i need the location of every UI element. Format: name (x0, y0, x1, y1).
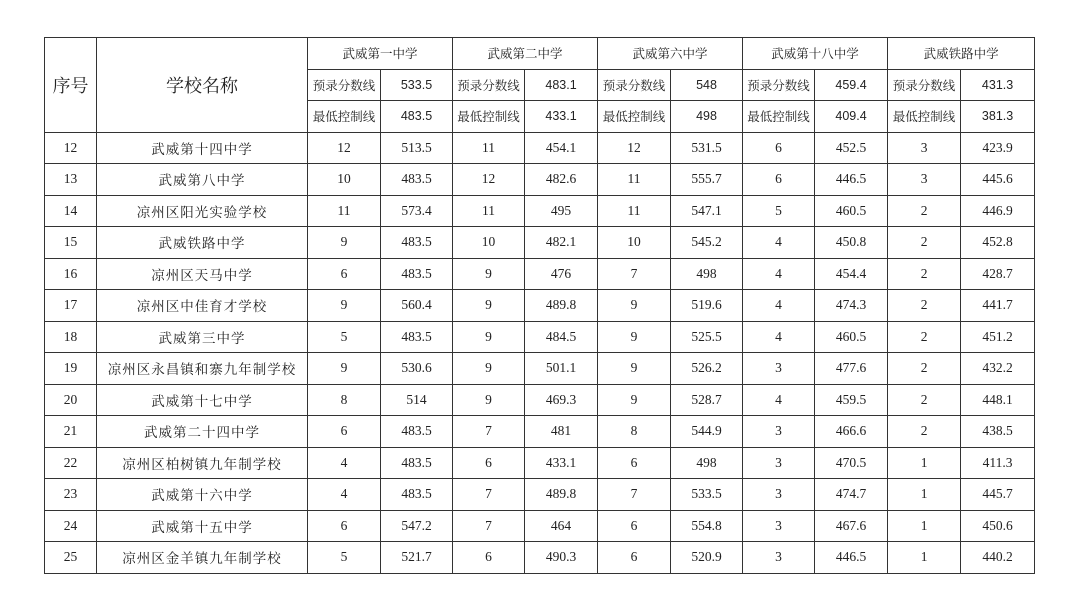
school-name-cell: 凉州区阳光实验学校 (97, 195, 308, 227)
score-cell: 489.8 (525, 479, 598, 511)
quota-count-cell: 9 (598, 321, 671, 353)
quota-count-cell: 4 (743, 384, 815, 416)
quota-count-cell: 6 (598, 447, 671, 479)
school-name-cell: 凉州区柏树镇九年制学校 (97, 447, 308, 479)
table-header (45, 38, 1035, 133)
score-cell: 452.8 (961, 227, 1035, 259)
score-cell: 470.5 (815, 447, 888, 479)
quota-count-cell: 9 (598, 353, 671, 385)
quota-count-cell: 7 (453, 416, 525, 448)
score-cell: 474.3 (815, 290, 888, 322)
row-index-cell: 19 (45, 353, 97, 385)
quota-count-cell: 12 (453, 164, 525, 196)
min-line-value: 433.1 (525, 101, 598, 133)
quota-count-cell: 3 (743, 447, 815, 479)
row-index-cell: 20 (45, 384, 97, 416)
quota-count-cell: 11 (598, 195, 671, 227)
quota-count-cell: 10 (308, 164, 381, 196)
quota-count-cell: 9 (308, 353, 381, 385)
school-name-header: 学校名称 (97, 38, 308, 133)
quota-count-cell: 3 (888, 164, 961, 196)
school-column-header: 武威铁路中学 (888, 38, 1035, 70)
quota-line-label: 预录分数线 (743, 69, 815, 101)
quota-count-cell: 6 (308, 416, 381, 448)
score-cell: 490.3 (525, 542, 598, 574)
min-line-value: 483.5 (381, 101, 453, 133)
score-cell: 423.9 (961, 132, 1035, 164)
quota-count-cell: 6 (743, 164, 815, 196)
min-line-label: 最低控制线 (308, 101, 381, 133)
quota-count-cell: 7 (453, 479, 525, 511)
quota-line-value: 548 (671, 69, 743, 101)
school-name-cell: 武威铁路中学 (97, 227, 308, 259)
quota-count-cell: 5 (308, 321, 381, 353)
score-cell: 454.1 (525, 132, 598, 164)
quota-count-cell: 2 (888, 416, 961, 448)
quota-line-label: 预录分数线 (453, 69, 525, 101)
school-name-cell: 凉州区永昌镇和寨九年制学校 (97, 353, 308, 385)
row-index-cell: 25 (45, 542, 97, 574)
quota-count-cell: 11 (308, 195, 381, 227)
quota-count-cell: 9 (308, 227, 381, 259)
score-cell: 446.9 (961, 195, 1035, 227)
score-cell: 464 (525, 510, 598, 542)
score-cell: 530.6 (381, 353, 453, 385)
school-name-cell: 武威第十四中学 (97, 132, 308, 164)
score-cell: 481 (525, 416, 598, 448)
score-cell: 432.2 (961, 353, 1035, 385)
score-cell: 521.7 (381, 542, 453, 574)
score-cell: 454.4 (815, 258, 888, 290)
quota-line-label: 预录分数线 (598, 69, 671, 101)
quota-count-cell: 4 (743, 258, 815, 290)
row-index-cell: 24 (45, 510, 97, 542)
score-cell: 489.8 (525, 290, 598, 322)
quota-count-cell: 2 (888, 227, 961, 259)
quota-count-cell: 3 (743, 416, 815, 448)
score-cell: 526.2 (671, 353, 743, 385)
school-name-cell: 武威第十六中学 (97, 479, 308, 511)
score-cell: 483.5 (381, 321, 453, 353)
quota-count-cell: 12 (308, 132, 381, 164)
quota-line-value: 431.3 (961, 69, 1035, 101)
score-cell: 482.6 (525, 164, 598, 196)
score-cell: 573.4 (381, 195, 453, 227)
school-name-cell: 武威第十五中学 (97, 510, 308, 542)
quota-count-cell: 4 (743, 321, 815, 353)
min-line-value: 409.4 (815, 101, 888, 133)
score-cell: 469.3 (525, 384, 598, 416)
score-cell: 483.5 (381, 258, 453, 290)
quota-count-cell: 6 (308, 510, 381, 542)
score-cell: 482.1 (525, 227, 598, 259)
min-line-label: 最低控制线 (598, 101, 671, 133)
score-cell: 452.5 (815, 132, 888, 164)
table-row (45, 384, 1035, 416)
score-cell: 533.5 (671, 479, 743, 511)
school-name-cell: 武威第二十四中学 (97, 416, 308, 448)
quota-count-cell: 6 (453, 447, 525, 479)
quota-count-cell: 4 (308, 479, 381, 511)
score-cell: 474.7 (815, 479, 888, 511)
quota-count-cell: 6 (743, 132, 815, 164)
min-line-label: 最低控制线 (743, 101, 815, 133)
quota-count-cell: 3 (888, 132, 961, 164)
score-cell: 445.6 (961, 164, 1035, 196)
quota-count-cell: 9 (453, 384, 525, 416)
score-cell: 459.5 (815, 384, 888, 416)
score-cell: 483.5 (381, 416, 453, 448)
row-index-cell: 12 (45, 132, 97, 164)
score-cell: 520.9 (671, 542, 743, 574)
quota-count-cell: 11 (598, 164, 671, 196)
quota-count-cell: 1 (888, 479, 961, 511)
table-row (45, 195, 1035, 227)
quota-count-cell: 9 (453, 258, 525, 290)
quota-count-cell: 3 (743, 479, 815, 511)
quota-count-cell: 9 (598, 290, 671, 322)
table-row (45, 353, 1035, 385)
quota-count-cell: 9 (308, 290, 381, 322)
index-header: 序号 (45, 38, 97, 133)
score-cell: 501.1 (525, 353, 598, 385)
row-index-cell: 21 (45, 416, 97, 448)
score-cell: 448.1 (961, 384, 1035, 416)
row-index-cell: 23 (45, 479, 97, 511)
score-cell: 460.5 (815, 195, 888, 227)
quota-count-cell: 10 (598, 227, 671, 259)
quota-count-cell: 1 (888, 510, 961, 542)
quota-count-cell: 8 (598, 416, 671, 448)
school-name-cell: 武威第三中学 (97, 321, 308, 353)
score-cell: 440.2 (961, 542, 1035, 574)
score-cell: 495 (525, 195, 598, 227)
quota-count-cell: 6 (598, 510, 671, 542)
quota-count-cell: 2 (888, 195, 961, 227)
school-name-cell: 武威第十七中学 (97, 384, 308, 416)
score-cell: 547.2 (381, 510, 453, 542)
score-cell: 450.6 (961, 510, 1035, 542)
table-row (45, 227, 1035, 259)
score-cell: 498 (671, 447, 743, 479)
quota-count-cell: 3 (743, 542, 815, 574)
row-index-cell: 22 (45, 447, 97, 479)
quota-line-label: 预录分数线 (308, 69, 381, 101)
school-column-header: 武威第十八中学 (743, 38, 888, 70)
table-row (45, 258, 1035, 290)
score-cell: 438.5 (961, 416, 1035, 448)
score-cell: 544.9 (671, 416, 743, 448)
score-cell: 519.6 (671, 290, 743, 322)
quota-count-cell: 5 (308, 542, 381, 574)
score-cell: 560.4 (381, 290, 453, 322)
quota-count-cell: 3 (743, 353, 815, 385)
quota-count-cell: 6 (308, 258, 381, 290)
score-cell: 450.8 (815, 227, 888, 259)
school-name-cell: 武威第八中学 (97, 164, 308, 196)
score-cell: 513.5 (381, 132, 453, 164)
score-cell: 477.6 (815, 353, 888, 385)
school-name-cell: 凉州区金羊镇九年制学校 (97, 542, 308, 574)
score-cell: 554.8 (671, 510, 743, 542)
score-cell: 446.5 (815, 542, 888, 574)
table-row (45, 132, 1035, 164)
table-row (45, 321, 1035, 353)
score-cell: 467.6 (815, 510, 888, 542)
score-cell: 428.7 (961, 258, 1035, 290)
admission-table (44, 37, 1035, 574)
score-cell: 525.5 (671, 321, 743, 353)
quota-count-cell: 10 (453, 227, 525, 259)
score-cell: 451.2 (961, 321, 1035, 353)
table-row (45, 447, 1035, 479)
quota-count-cell: 2 (888, 384, 961, 416)
score-cell: 483.5 (381, 447, 453, 479)
quota-count-cell: 6 (453, 542, 525, 574)
quota-count-cell: 2 (888, 290, 961, 322)
quota-count-cell: 4 (743, 290, 815, 322)
score-cell: 483.5 (381, 164, 453, 196)
school-column-header: 武威第二中学 (453, 38, 598, 70)
score-cell: 441.7 (961, 290, 1035, 322)
row-index-cell: 18 (45, 321, 97, 353)
table-row (45, 416, 1035, 448)
score-cell: 484.5 (525, 321, 598, 353)
quota-count-cell: 11 (453, 195, 525, 227)
table-row (45, 290, 1035, 322)
quota-count-cell: 9 (453, 321, 525, 353)
row-index-cell: 17 (45, 290, 97, 322)
school-name-cell: 凉州区中佳育才学校 (97, 290, 308, 322)
table-row (45, 164, 1035, 196)
quota-count-cell: 3 (743, 510, 815, 542)
min-line-label: 最低控制线 (888, 101, 961, 133)
min-line-value: 381.3 (961, 101, 1035, 133)
score-cell: 433.1 (525, 447, 598, 479)
score-cell: 476 (525, 258, 598, 290)
school-column-header: 武威第一中学 (308, 38, 453, 70)
quota-count-cell: 2 (888, 258, 961, 290)
quota-count-cell: 12 (598, 132, 671, 164)
row-index-cell: 13 (45, 164, 97, 196)
quota-count-cell: 1 (888, 447, 961, 479)
quota-count-cell: 4 (743, 227, 815, 259)
quota-count-cell: 7 (598, 258, 671, 290)
score-cell: 411.3 (961, 447, 1035, 479)
quota-count-cell: 9 (453, 290, 525, 322)
score-cell: 466.6 (815, 416, 888, 448)
quota-count-cell: 9 (453, 353, 525, 385)
row-index-cell: 15 (45, 227, 97, 259)
score-cell: 483.5 (381, 479, 453, 511)
quota-count-cell: 2 (888, 321, 961, 353)
quota-count-cell: 1 (888, 542, 961, 574)
score-cell: 547.1 (671, 195, 743, 227)
min-line-value: 498 (671, 101, 743, 133)
min-line-label: 最低控制线 (453, 101, 525, 133)
row-index-cell: 16 (45, 258, 97, 290)
quota-count-cell: 5 (743, 195, 815, 227)
quota-line-value: 459.4 (815, 69, 888, 101)
quota-line-value: 483.1 (525, 69, 598, 101)
score-cell: 498 (671, 258, 743, 290)
score-cell: 445.7 (961, 479, 1035, 511)
score-cell: 514 (381, 384, 453, 416)
quota-line-label: 预录分数线 (888, 69, 961, 101)
quota-count-cell: 8 (308, 384, 381, 416)
table-row (45, 542, 1035, 574)
quota-count-cell: 6 (598, 542, 671, 574)
score-cell: 528.7 (671, 384, 743, 416)
score-cell: 446.5 (815, 164, 888, 196)
quota-count-cell: 11 (453, 132, 525, 164)
score-cell: 555.7 (671, 164, 743, 196)
row-index-cell: 14 (45, 195, 97, 227)
quota-count-cell: 9 (598, 384, 671, 416)
score-cell: 460.5 (815, 321, 888, 353)
score-cell: 545.2 (671, 227, 743, 259)
school-name-cell: 凉州区天马中学 (97, 258, 308, 290)
quota-count-cell: 7 (598, 479, 671, 511)
score-cell: 483.5 (381, 227, 453, 259)
quota-count-cell: 7 (453, 510, 525, 542)
quota-count-cell: 4 (308, 447, 381, 479)
table-row (45, 510, 1035, 542)
table-body (45, 132, 1035, 573)
score-cell: 531.5 (671, 132, 743, 164)
quota-line-value: 533.5 (381, 69, 453, 101)
quota-count-cell: 2 (888, 353, 961, 385)
school-column-header: 武威第六中学 (598, 38, 743, 70)
table-row (45, 479, 1035, 511)
